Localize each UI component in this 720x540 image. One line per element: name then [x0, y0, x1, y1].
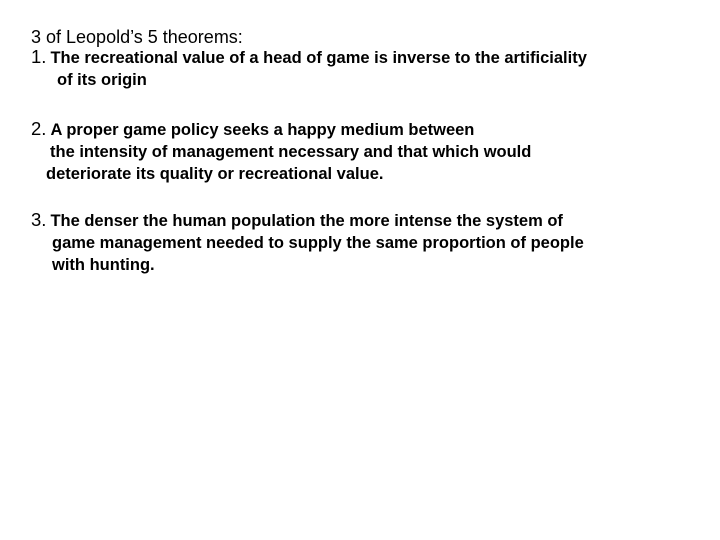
- slide-heading: 3 of Leopold’s 5 theorems:: [31, 27, 243, 47]
- theorem-text: deteriorate its quality or recreational value.: [46, 165, 384, 183]
- theorem-line: [31, 209, 563, 232]
- theorem-item: [31, 209, 584, 276]
- theorem-text: The denser the human population the more intense the system of: [50, 212, 563, 230]
- theorem-text: A proper game policy seeks a happy medium between: [50, 121, 475, 139]
- theorem-text: of its origin: [57, 71, 147, 89]
- theorem-line: [31, 118, 512, 141]
- theorem-item: [31, 118, 532, 185]
- theorem-text: game management needed to supply the same proportion of people: [52, 234, 584, 252]
- theorem-line: [31, 46, 587, 69]
- theorem-number: 3.: [31, 209, 47, 230]
- theorem-number: 2.: [31, 118, 47, 139]
- theorem-text: with hunting.: [52, 256, 155, 274]
- theorem-item: [31, 46, 587, 91]
- theorem-text: the intensity of management necessary and that which would: [50, 143, 532, 161]
- theorem-text: The recreational value of a head of game is inverse to the artificiality: [50, 49, 587, 67]
- theorem-number: 1.: [31, 46, 47, 67]
